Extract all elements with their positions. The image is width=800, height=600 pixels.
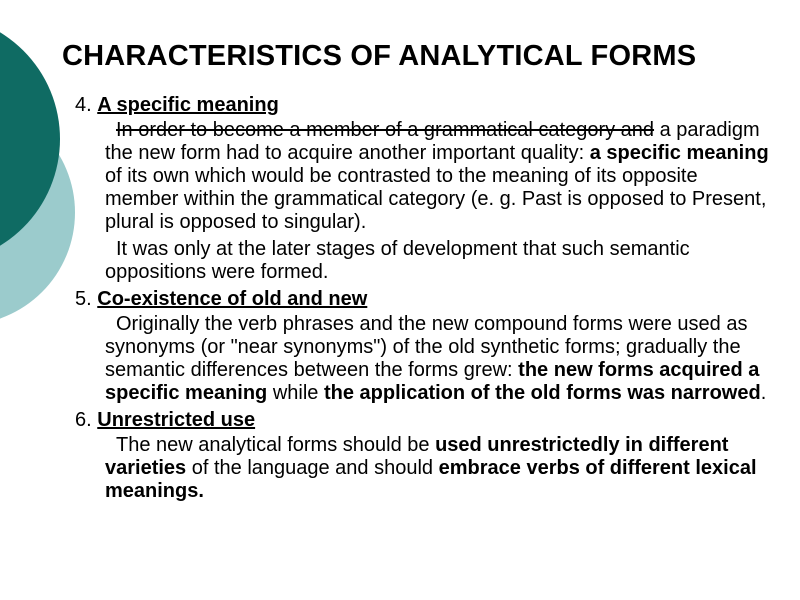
- paragraph-emphasis: the new forms acquired a specific meaning: [105, 359, 760, 404]
- section-number: 6.: [75, 409, 92, 431]
- section-heading-text: A specific meaning: [97, 94, 279, 116]
- section-heading: [75, 94, 775, 117]
- paragraph-text: while: [267, 382, 324, 404]
- section-6: [75, 409, 775, 503]
- paragraph-text: .: [760, 382, 767, 404]
- section-heading-text: Co-existence of old and new: [97, 288, 368, 310]
- section-5: [75, 288, 775, 405]
- paragraph-text: Originally the verb phrases and the new compound forms were used as synonyms (or "near synonyms") of the old synthetic forms; gradually the semantic differences between the forms grew:: [105, 313, 748, 381]
- paragraph-text: of its own which would be contrasted to the meaning of its opposite member within the grammatical category (e. g. Past is opposed to Present, plural is opposed to singular).: [105, 165, 767, 233]
- slide-title: CHARACTERISTICS OF ANALYTICAL FORMS: [62, 40, 697, 72]
- paragraph-text: of the language and should: [186, 457, 439, 479]
- section-4: [75, 94, 775, 284]
- paragraph-emphasis: the application of the old forms was narrowed: [323, 382, 761, 404]
- section-heading: [75, 288, 775, 311]
- slide-content: [75, 94, 775, 507]
- paragraph-emphasis: a specific meaning: [589, 142, 769, 164]
- section-paragraph: [105, 238, 775, 284]
- section-paragraph: [105, 434, 775, 503]
- paragraph-text: It was only at the later stages of development that such semantic oppositions were formed.: [105, 238, 690, 283]
- paragraph-emphasis: used unrestrictedly in different varieties: [105, 434, 729, 479]
- paragraph-text: The new analytical forms should be: [116, 434, 436, 456]
- paragraph-emphasis: embrace verbs of different lexical meanings.: [105, 457, 757, 502]
- paragraph-text: In order to become a member of a grammatical category and: [116, 119, 655, 141]
- section-paragraph: [105, 313, 775, 405]
- section-number: 5.: [75, 288, 92, 310]
- section-heading-text: Unrestricted use: [97, 409, 256, 431]
- section-heading: [75, 409, 775, 432]
- paragraph-text: a paradigm the new form had to acquire another important quality:: [105, 119, 760, 164]
- section-paragraph: [105, 119, 775, 234]
- section-number: 4.: [75, 94, 92, 116]
